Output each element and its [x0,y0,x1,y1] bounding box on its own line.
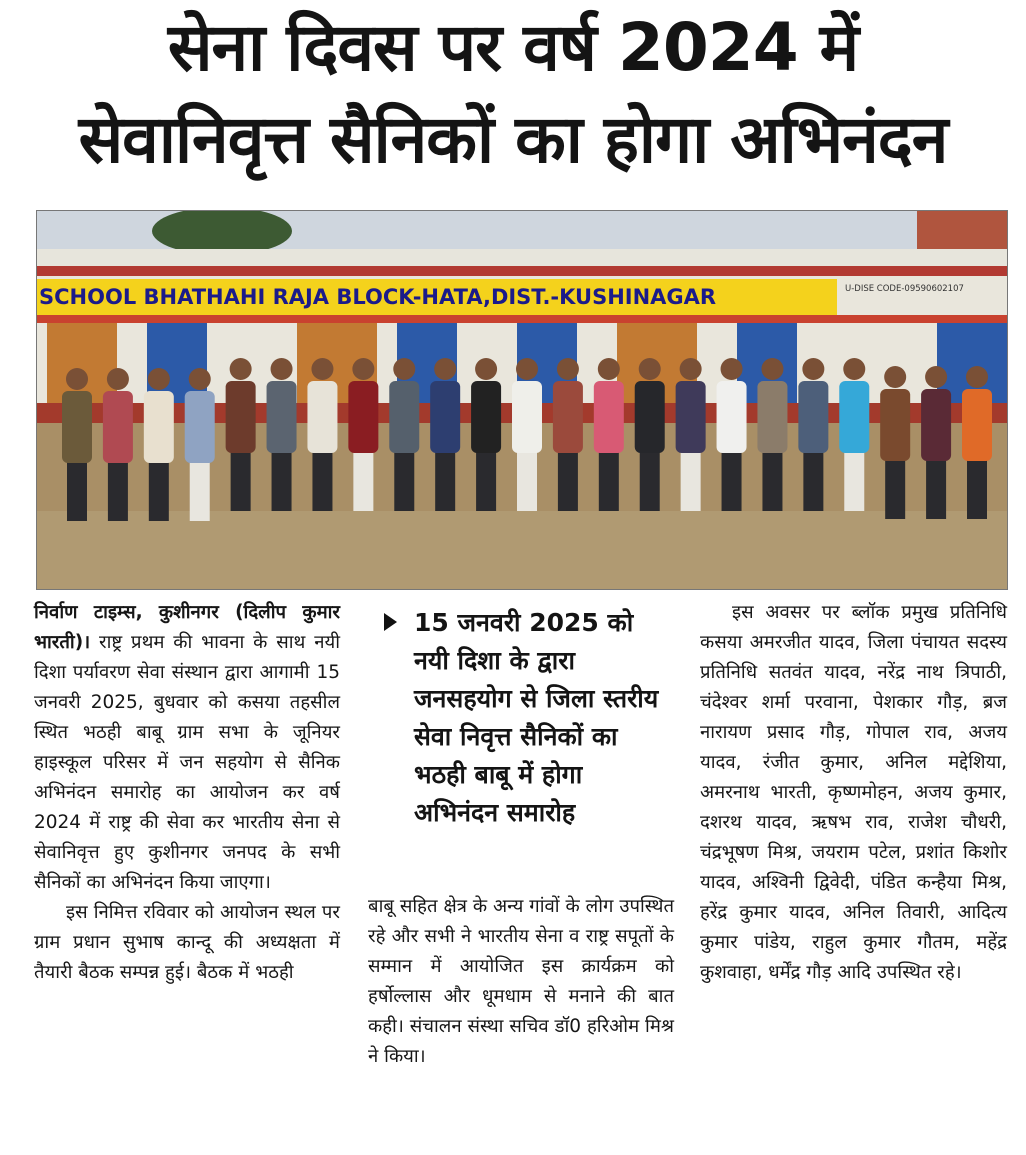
byline: निर्वाण टाइम्स, कुशीनगर (दिलीप कुमार भारती)। [34,602,340,653]
highlight-text: 15 जनवरी 2025 को नयी दिशा के द्वारा जनसहयोग से जिला स्तरीय सेवा निवृत्त सैनिकों का भठही बाबू में होगा अभिनंदन समारोह [414,608,659,827]
school-banner-text: SCHOOL BHATHAHI RAJA BLOCK-HATA,DIST.-KUSHINAGAR [39,285,717,309]
left-column [34,598,340,988]
middle-column [368,892,674,1072]
highlight-box [384,604,674,832]
group-photo [36,210,1008,590]
headline-line-2: सेवानिवृत्त सैनिकों का होगा अभिनंदन [78,101,948,178]
left-paragraph-1: राष्ट्र प्रथम की भावना के साथ नयी दिशा पर्यावरण सेवा संस्थान द्वारा आगामी 15 जनवरी 2025, बुधवार को कसया तहसील स्थित भठही बाबू ग्राम सभा के जूनियर हाइस्कूल परिसर में जन सहयोग से सैनिक अभिनंदन समारोह का आयोजन कर वर्ष 2024 में राष्ट्र की सेवा कर भारतीय सेना से सेवानिवृत्त हुए कुशीनगर जनपद के सभी सैनिकों का अभिनंदन किया जाएगा। [34,632,340,893]
udise-code-text: U-DISE CODE-09590602107 [845,284,964,294]
left-paragraph-2: इस निमित्त रविवार को आयोजन स्थल पर ग्राम प्रधान सुभाष कान्दू की अध्यक्षता में तैयारी बैठक सम्पन्न हुई। बैठक में भठही [34,902,340,983]
middle-paragraph: बाबू सहित क्षेत्र के अन्य गांवों के लोग उपस्थित रहे और सभी ने भारतीय सेना व राष्ट्र सपूतों के सम्मान में आयोजित इस क्रार्यक्रम को हर्षोल्लास और धूमधाम से मनाने की बात कही। संचालन संस्था सचिव डॉ0 हरिओम मिश्र ने किया। [368,896,674,1067]
headline-line-1: सेना दिवस पर वर्ष 2024 में [167,9,859,86]
play-arrow-icon [384,613,397,631]
right-paragraph: इस अवसर पर ब्लॉक प्रमुख प्रतिनिधि कसया अमरजीत यादव, जिला पंचायत सदस्य प्रतिनिधि सतवंत यादव, नरेंद्र नाथ त्रिपाठी, चंदेश्वर शर्मा परवाना, पेशकार गौड़, ब्रज नारायण प्रसाद गौड़, गोपाल राव, अजय यादव, रंजीत कुमार, अनिल मद्देशिया, अमरनाथ भारती, कृष्णमोहन, अजय कुमार, दशरथ यादव, ऋषभ राव, राजेश चौधरी, चंद्रभूषण मिश्र, जयराम पटेल, प्रशांत किशोर यादव, अश्विनी द्विवेदी, पंडित कन्हैया मिश्र, हरेंद्र कुमार यादव, अनिल तिवारी, आदित्य कुमार पांडेय, राहुल कुमार गौतम, महेंद्र कुशवाहा, धर्मेंद्र गौड़ आदि उपस्थित रहे। [700,602,1007,983]
group-photo-illustration [37,211,1007,589]
right-column [700,598,1007,988]
